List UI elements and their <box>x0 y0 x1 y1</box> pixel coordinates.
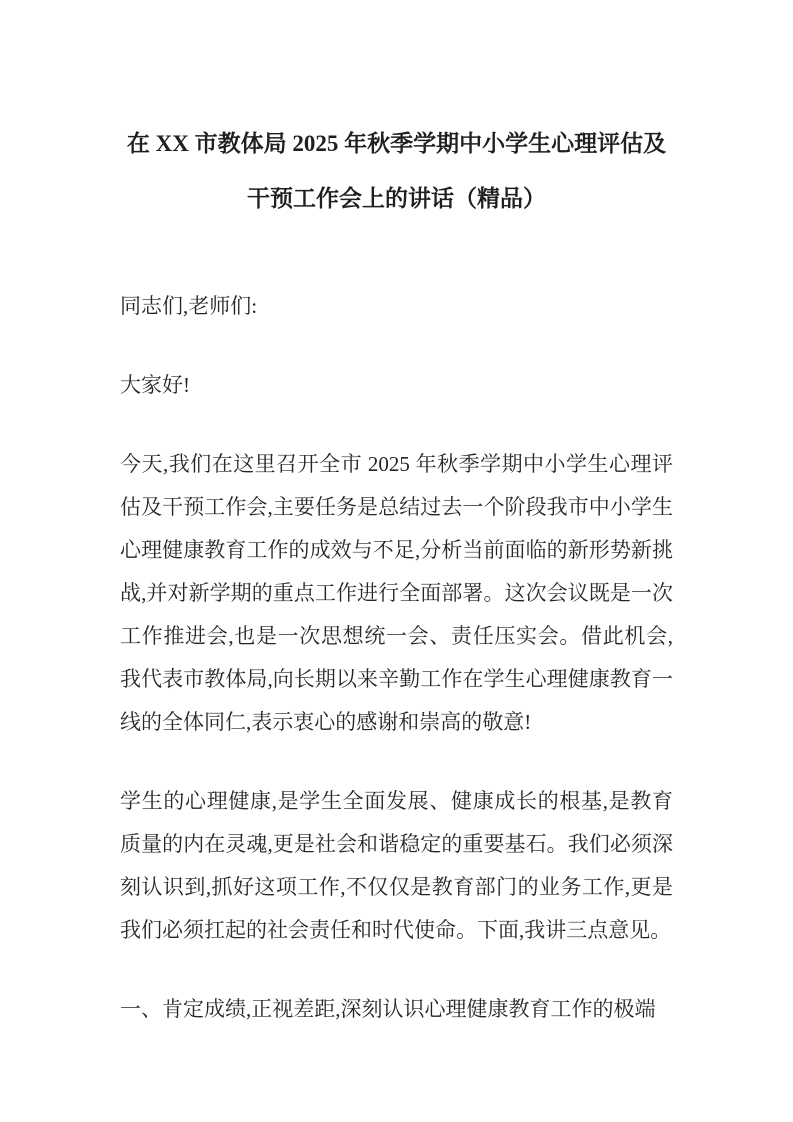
greeting-line: 大家好! <box>120 373 190 397</box>
section-heading-1: 一、肯定成绩,正视差距,深刻认识心理健康教育工作的极端 <box>120 997 656 1021</box>
opening-paragraph: 今天,我们在这里召开全市 2025 年秋季学期中小学生心理评估及干预工作会,主要任务是总结过去一个阶段我市中小学生心理健康教育工作的成效与不足,分析当前面临的新形势新挑战,并对新学期的重点工作进行全面部署。这次会议既是一次工作推进会,也是一次思想统一会、责任压实会。借此机会,我代表市教体局,向长期以来辛勤工作在学生心理健康教育一线的全体同仁,表示衷心的感谢和崇高的敬意! <box>120 452 673 734</box>
document-title-line-1: 在 XX 市教体局 2025 年秋季学期中小学生心理评估及 <box>126 131 667 156</box>
document-title <box>120 116 673 226</box>
document-title-line-2: 干预工作会上的讲话（精品） <box>247 186 546 211</box>
importance-paragraph: 学生的心理健康,是学生全面发展、健康成长的根基,是教育质量的内在灵魂,更是社会和谐稳定的重要基石。我们必须深刻认识到,抓好这项工作,不仅仅是教育部门的业务工作,更是我们必须扛起的社会责任和时代使命。下面,我讲三点意见。 <box>120 789 673 942</box>
salutation-line: 同志们,老师们: <box>120 294 258 318</box>
